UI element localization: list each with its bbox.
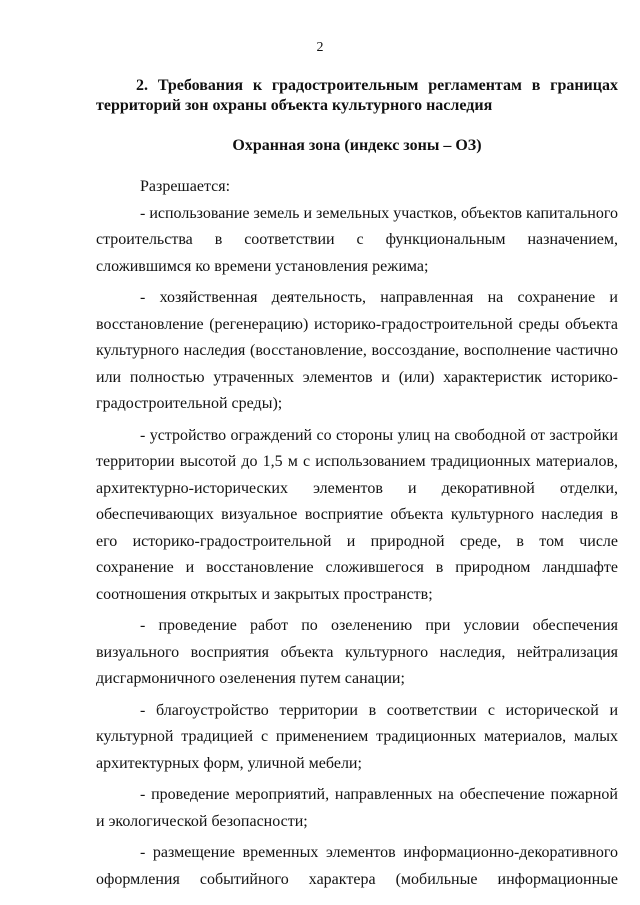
permitted-item-land-use: - использование земель и земельных участков, объектов капитального строительства в соответствии с функциональным назначением, сложившимся ко времени установления режима; [96, 204, 619, 275]
permitted-item-economic-activity: - хозяйственная деятельность, направленная на сохранение и восстановление (регенерацию) историко-градостроительной среды объекта культурного наследия (восстановление, воссоздание, восполнение частично или полностью утраченных элементов и (или) характеристик историко-градостроительной среды); [96, 289, 618, 412]
permitted-item-safety: - проведение мероприятий, направленных на обеспечение пожарной и экологической безопасности; [96, 786, 618, 830]
page-number: 2 [316, 40, 324, 55]
permitted-item-improvement: - благоустройство территории в соответствии с исторической и культурной традицией с применением традиционных материалов, малых архитектурных форм, уличной мебели; [96, 701, 618, 772]
section-heading-line-1: 2. Требования к градостроительным регламентам в границах [136, 77, 618, 94]
permitted-item-landscaping: - проведение работ по озеленению при условии обеспечения визуального восприятия объекта культурного наследия, нейтрализация дисгармоничного озеленения путем санации; [96, 617, 618, 687]
section-heading [96, 76, 618, 116]
section-heading-line-2: территорий зон охраны объекта культурного наследия [96, 97, 493, 114]
permitted-item-temporary-elements: - размещение временных элементов информационно-декоративного оформления событийного характера (мобильные информационные [96, 844, 618, 888]
permitted-item-fencing: - устройство ограждений со стороны улиц на свободной от застройки территории высотой до 1,5 м с использованием традиционных материалов, архитектурно-исторических элементов и декоративной отделки, обеспечивающих визуальное восприятие объекта культурного наследия в его историко-градостроительной и природной среде, в том числе сохранение и восстановление сложившегося в природном ландшафте соотношения открытых и закрытых пространств; [96, 426, 618, 603]
permitted-intro: Разрешается: [140, 178, 231, 195]
zone-subheading: Охранная зона (индекс зоны – ОЗ) [232, 137, 482, 154]
document-body [96, 76, 618, 898]
